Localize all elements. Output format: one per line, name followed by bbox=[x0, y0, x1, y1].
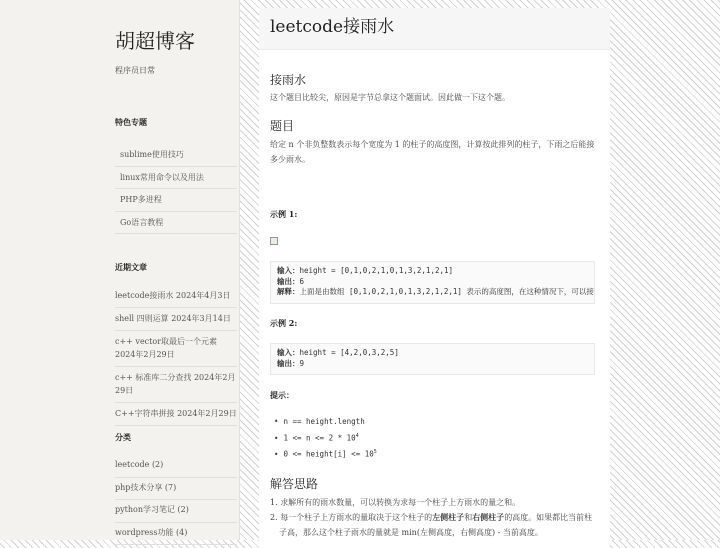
post-header bbox=[259, 8, 610, 50]
recent-post-item[interactable]: c++ 标准库二分查找 2024年2月29日 bbox=[115, 367, 237, 403]
input-label: 输入： bbox=[277, 348, 300, 357]
example-1-code bbox=[270, 261, 595, 304]
category-item[interactable]: wordpress功能 (4) bbox=[115, 523, 237, 546]
topics-widget-title: 特色专题 bbox=[115, 117, 147, 127]
categories-widget-title: 分类 bbox=[115, 432, 131, 442]
hint-item: • $1 <= n <= 2 * 10^4$ bbox=[274, 433, 359, 443]
broken-image-icon bbox=[270, 237, 278, 245]
solution-step: 2. 每一个柱子上方雨水的量取决于这个柱子的左侧柱子和右侧柱子的高度。如果都比当前柱子高，那么这个柱子雨水的量就是 min(左侧高度，右侧高度) - 当前高度。 bbox=[270, 512, 593, 537]
sidebar bbox=[0, 0, 240, 540]
category-item[interactable]: php技术分享 (7) bbox=[115, 478, 237, 501]
example-1-input: height = [0,1,0,2,1,0,1,3,2,1,2,1] bbox=[299, 266, 454, 275]
solution-list bbox=[270, 495, 600, 540]
solution-step: 1. 求解所有的雨水数量，可以转换为求每一个柱子上方雨水的量之和。 bbox=[270, 498, 521, 507]
example-2-code bbox=[270, 343, 595, 375]
categories-list bbox=[115, 455, 237, 545]
recent-posts-list bbox=[115, 285, 237, 426]
recent-post-item[interactable]: C++字符串拼接 2024年2月29日 bbox=[115, 403, 237, 426]
example-1-label: 示例 1: bbox=[270, 209, 298, 219]
problem-paragraph: 给定 n 个非负整数表示每个宽度为 1 的柱子的高度图，计算按此排列的柱子，下雨之后能接多少雨水。 bbox=[270, 140, 595, 164]
site-title[interactable]: 胡超博客 bbox=[115, 29, 195, 53]
article bbox=[259, 8, 610, 548]
explain-label: 解释： bbox=[277, 287, 300, 296]
input-label: 输入： bbox=[277, 266, 300, 275]
example-2-input: height = [4,2,0,3,2,5] bbox=[299, 348, 399, 357]
hints-label: 提示： bbox=[270, 390, 294, 400]
example-2-output: 9 bbox=[299, 358, 305, 368]
category-item[interactable]: python学习笔记 (2) bbox=[115, 500, 237, 523]
example-1-explain: 上面是由数组 [0,1,0,2,1,0,1,3,2,1,2,1] 表示的高度图，在这种情况下，可以接 bbox=[299, 287, 594, 296]
recent-post-item[interactable]: c++ vector取最后一个元素 2024年2月29日 bbox=[115, 331, 237, 367]
heading-problem: 题目 bbox=[270, 119, 295, 133]
heading-solution: 解答思路 bbox=[270, 477, 319, 491]
topic-item[interactable]: linux常用命令以及用法 bbox=[115, 167, 237, 190]
recent-post-item[interactable]: shell 四则运算 2024年3月14日 bbox=[115, 308, 237, 331]
recent-post-item[interactable]: leetcode接雨水 2024年4月3日 bbox=[115, 285, 237, 308]
topic-item[interactable]: PHP多进程 bbox=[115, 189, 237, 212]
example-1-output: 6 bbox=[299, 276, 305, 286]
category-item[interactable]: leetcode (2) bbox=[115, 455, 237, 478]
topic-item[interactable]: sublime使用技巧 bbox=[115, 144, 237, 167]
site-description: 程序员日常 bbox=[115, 66, 155, 75]
topics-list bbox=[115, 144, 237, 234]
intro-paragraph: 这个题目比较尖，原因是字节总拿这个题面试。因此做一下这个题。 bbox=[270, 93, 510, 102]
post-title[interactable]: leetcode接雨水 bbox=[270, 17, 395, 37]
example-2-label: 示例 2: bbox=[270, 318, 298, 328]
hint-item: • 0 <= height[i] <= $10^5$ bbox=[274, 449, 377, 459]
recent-widget-title: 近期文章 bbox=[115, 262, 147, 272]
topic-item[interactable]: Go语言教程 bbox=[115, 212, 237, 235]
hint-item: • n == height.length bbox=[274, 417, 365, 426]
heading-main: 接雨水 bbox=[270, 73, 307, 87]
output-label: 输出： bbox=[277, 276, 300, 286]
output-label: 输出： bbox=[277, 358, 300, 368]
